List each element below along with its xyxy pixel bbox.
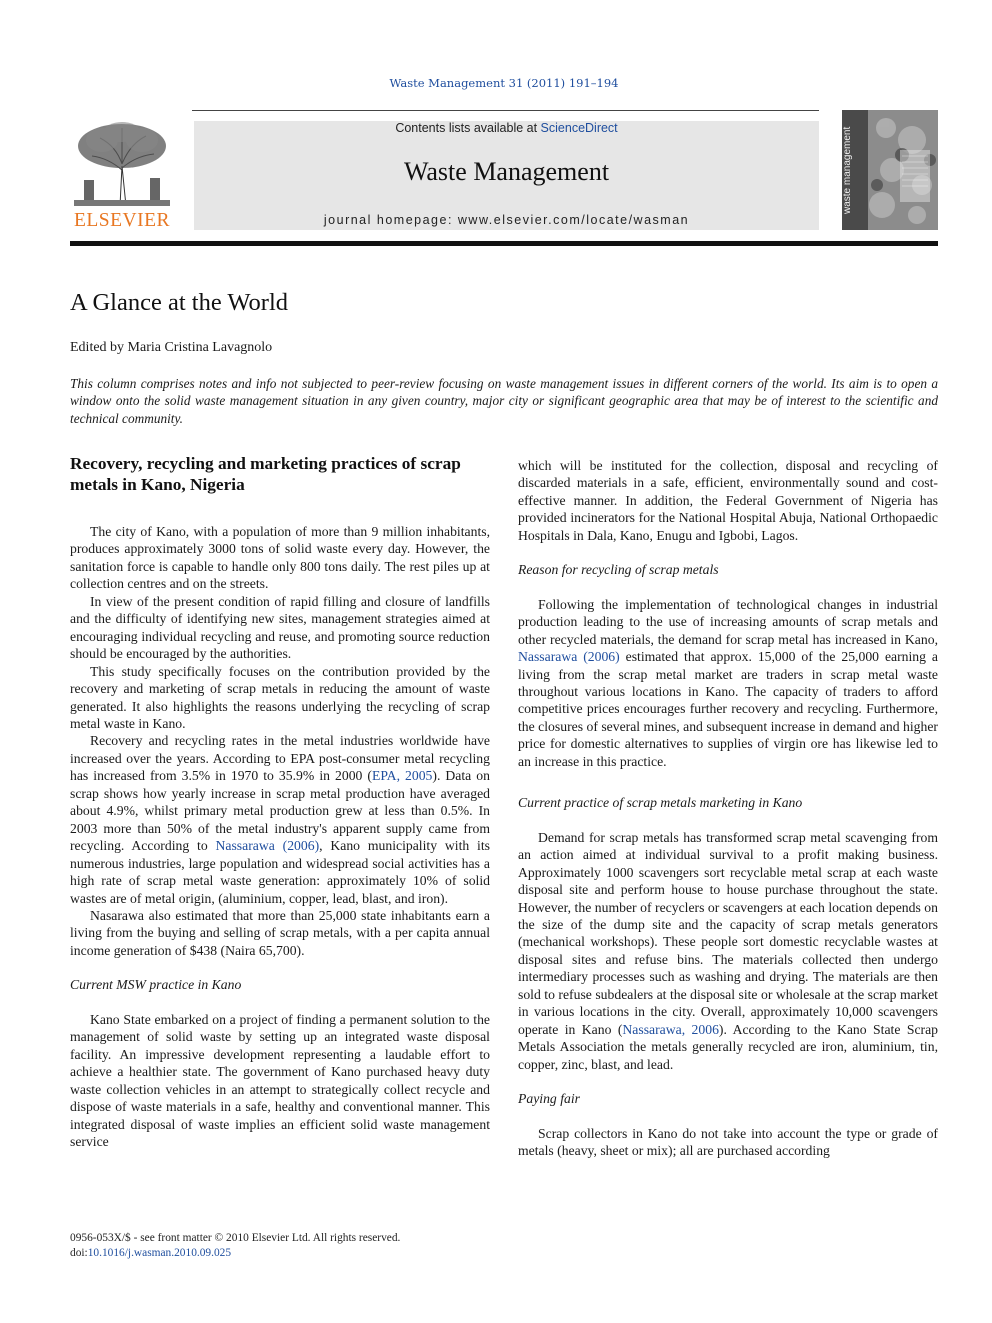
reference-link[interactable]: Nassarawa, 2006 [622, 1021, 719, 1037]
reference-link[interactable]: Nassarawa (2006) [215, 838, 320, 854]
subheading: Current MSW practice in Kano [70, 977, 242, 993]
subheading: Current practice of scrap metals marketing in Kano [518, 795, 803, 811]
paragraph: Kano State embarked on a project of finding a permanent solution to the management of solid waste by setting up an integrated waste disposal facility. An impressive development representing a laudable effort to achieve a healthier state. The government of Kano purchased heavy duty waste collection vehicles in an attempt to strategically collect recycle and dispose of waste materials in a safe, healthy and conventional manner. This integrated disposal of waste implies an efficient solid waste management service [70, 1011, 490, 1149]
text-span: ). Data on scrap shows how yearly increase in scrap metal production have averaged about 4.9%, whilst primary metal production grew at less than 0.5%. In 2003 more than 50% of the metal industry's apparent supply came from recycling. According to [70, 768, 490, 854]
reference-link[interactable]: EPA, 2005 [371, 768, 433, 784]
subheading: Reason for recycling of scrap metals [518, 562, 719, 578]
doi-link[interactable]: 10.1016/j.wasman.2010.09.025 [87, 1247, 232, 1259]
paragraph: This study specifically focuses on the contribution provided by the recovery and marketing of scrap metals in reducing the amount of waste generated. It also highlights the reasons underlying the recycling of scrap metal waste in Kano. [70, 663, 490, 731]
elsevier-tree-icon [70, 120, 174, 208]
page-footer [70, 1231, 400, 1261]
sciencedirect-link[interactable]: ScienceDirect [540, 121, 618, 135]
paragraph: The city of Kano, with a population of more than 9 million inhabitants, produces approximately 3000 tons of solid waste every day. However, the sanitation force is capable to handle only 800 tons daily. The rest piles up at collection centres and on the streets. [70, 524, 490, 592]
text-span: , Kano municipality with its numerous industries, large population and widespread social activities has a high rate of scrap metal waste generation: approximately 10% of solid wastes are of metal origin, (aluminium, copper, lead, blast, and iron). [70, 838, 490, 906]
journal-citation[interactable]: Waste Management 31 (2011) 191–194 [389, 76, 619, 90]
subheading: Paying fair [518, 1091, 580, 1107]
doi-line [70, 1246, 400, 1261]
paragraph: Scrap collectors in Kano do not take into account the type or grade of metals (heavy, sheet or mix); all are purchased according [518, 1125, 938, 1158]
journal-homepage[interactable]: journal homepage: www.elsevier.com/locate/wasman [323, 213, 690, 227]
journal-title: Waste Management [403, 157, 610, 186]
section-intro: This column comprises notes and info not subjected to peer-review focusing on waste management issues in different corners of the world. Its aim is to open a window onto the solid waste management situation in any given country, major city or significant geographic area that may be of interest to the scientific and technical community. [70, 376, 938, 426]
reference-link[interactable]: Nassarawa (2006) [518, 649, 620, 665]
journal-masthead [194, 121, 819, 230]
paragraph: Nasarawa also estimated that more than 25,000 state inhabitants earn a living from the buying and selling of scrap metals, with a per capita annual income generation of $438 (Naira 65,700). [70, 907, 490, 958]
publisher-logo [70, 120, 174, 236]
paragraph [518, 829, 938, 1073]
section-editor: Edited by Maria Cristina Lavagnolo [70, 340, 273, 355]
paragraph: which will be instituted for the collection, disposal and recycling of discarded materials in a safe, efficient, environmentally sound and cost-effective manner. In addition, the Federal Government of Nigeria has provided incinerators for the National Hospital Abuja, National Orthopaedic Hospitals in Dala, Kano, Enugu and Igbobi, Lagos. [518, 458, 938, 543]
text-span: estimated that approx. 15,000 of the 25,000 earning a living from the scrap metal market are traders in scrap metal waste throughout various locations in Kano. The capacity of traders to afford competitive prices encourages further recovery and recycling. Furthermore, the closures of several mines, and subsequent increase in demand and higher price for domestic alternatives to supplies of virgin ore has likewise led to an increase in this practice. [518, 649, 938, 769]
column-left [70, 453, 490, 1150]
journal-cover [842, 110, 938, 230]
text-span: Demand for scrap metals has transformed scrap metal scavenging from an action aimed at individual survival to a profit making business. Approximately 1000 scavengers sort recyclable metal scrap at each waste disposal site and perform house to house purchase throughout the state. However, the number of recyclers or scavengers at each location depends on the size of the dump site and the capacity of scrap metals generators (mechanical workshops). These people sort domestic recyclable wastes at disposal sites and refuse bins. The materials collected then undergo intermediary processes such as washing and drying. The materials are then sold to refuse subdealers at the disposal site or wholesale at the scrap market in various locations in the city. Overall, approximately 10,000 scavengers operate in Kano ( [518, 829, 938, 1037]
section-title: A Glance at the World [70, 289, 289, 316]
paragraph [518, 596, 938, 771]
masthead-rule [70, 241, 938, 246]
text-span: Following the implementation of technological changes in industrial production leading to the use of increasing amounts of scrap metals and other recycled materials, the demand for scrap metal has increased in Kano, [518, 596, 938, 647]
contents-prefix: Contents lists available at [395, 121, 541, 135]
doi-prefix: doi: [70, 1247, 88, 1259]
paragraph [70, 732, 490, 907]
text-span: ). According to the Kano State Scrap Metals Association the metals generally recycled are iron, aluminium, tin, copper, zinc, blast, and lead. [518, 1021, 938, 1072]
issn-line: 0956-053X/$ - see front matter © 2010 Elsevier Ltd. All rights reserved. [70, 1232, 401, 1244]
contents-line [194, 121, 819, 135]
text-span: Recovery and recycling rates in the metal industries worldwide have increased over the years. According to EPA post-consumer metal recycling has increased from 3.5% in 1970 to 35.9% in 2000 ( [70, 733, 490, 784]
article-title: Recovery, recycling and marketing practices of scrap metals in Kano, Nigeria [70, 454, 461, 494]
header-rule [192, 110, 819, 111]
cover-title: waste management [842, 126, 853, 214]
publisher-name: ELSEVIER [73, 210, 171, 231]
column-right [518, 457, 938, 1159]
paragraph: In view of the present condition of rapid filling and closure of landfills and the difficulty of identifying new sites, management strategies aimed at encouraging individual recycling and reuse, and promoting source reduction should be encouraged by the authorities. [70, 593, 490, 662]
